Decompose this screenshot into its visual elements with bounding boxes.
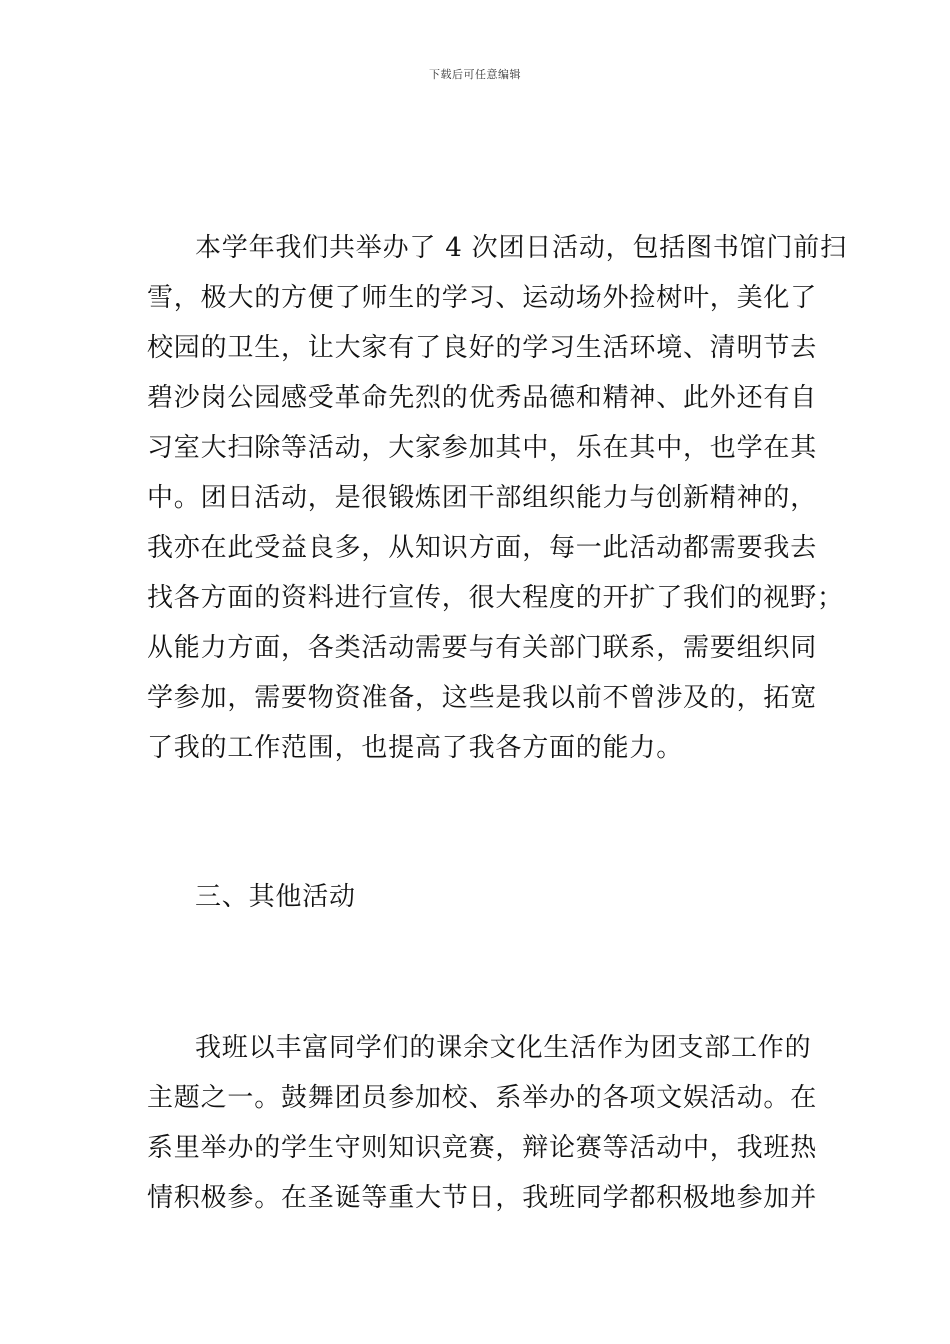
- paragraph-line: 学参加，需要物资准备，这些是我以前不曾涉及的，拓宽: [147, 683, 818, 713]
- paragraph-line: 雪，极大的方便了师生的学习、运动场外捡树叶，美化了: [147, 283, 818, 313]
- paragraph-line: 系里举办的学生守则知识竞赛，辩论赛等活动中，我班热: [147, 1133, 818, 1163]
- section-heading: 三、其他活动: [195, 882, 356, 912]
- paragraph-line: 中。团日活动，是很锻炼团干部组织能力与创新精神的，: [147, 483, 818, 513]
- paragraph-line: 习室大扫除等活动，大家参加其中，乐在其中，也学在其: [147, 433, 818, 463]
- paragraph-line: 碧沙岗公园感受革命先烈的优秀品德和精神、此外还有自: [147, 383, 818, 413]
- paragraph-line: 了我的工作范围，也提高了我各方面的能力。: [147, 733, 684, 763]
- paragraph-line: 校园的卫生，让大家有了良好的学习生活环境、清明节去: [147, 333, 818, 363]
- paragraph-line: 情积极参。在圣诞等重大节日，我班同学都积极地参加并: [147, 1183, 818, 1213]
- header-note: 下载后可任意编辑: [429, 68, 521, 81]
- paragraph-line: 我亦在此受益良多，从知识方面，每一此活动都需要我去: [147, 533, 818, 563]
- paragraph-line: 从能力方面，各类活动需要与有关部门联系，需要组织同: [147, 633, 818, 663]
- paragraph-line: 本学年我们共举办了 4 次团日活动，包括图书馆门前扫: [195, 233, 847, 263]
- paragraph-line: 主题之一。鼓舞团员参加校、系举办的各项文娱活动。在: [147, 1083, 818, 1113]
- paragraph-line: 找各方面的资料进行宣传，很大程度的开扩了我们的视野；: [147, 583, 844, 613]
- paragraph-line: 我班以丰富同学们的课余文化生活作为团支部工作的: [195, 1033, 812, 1063]
